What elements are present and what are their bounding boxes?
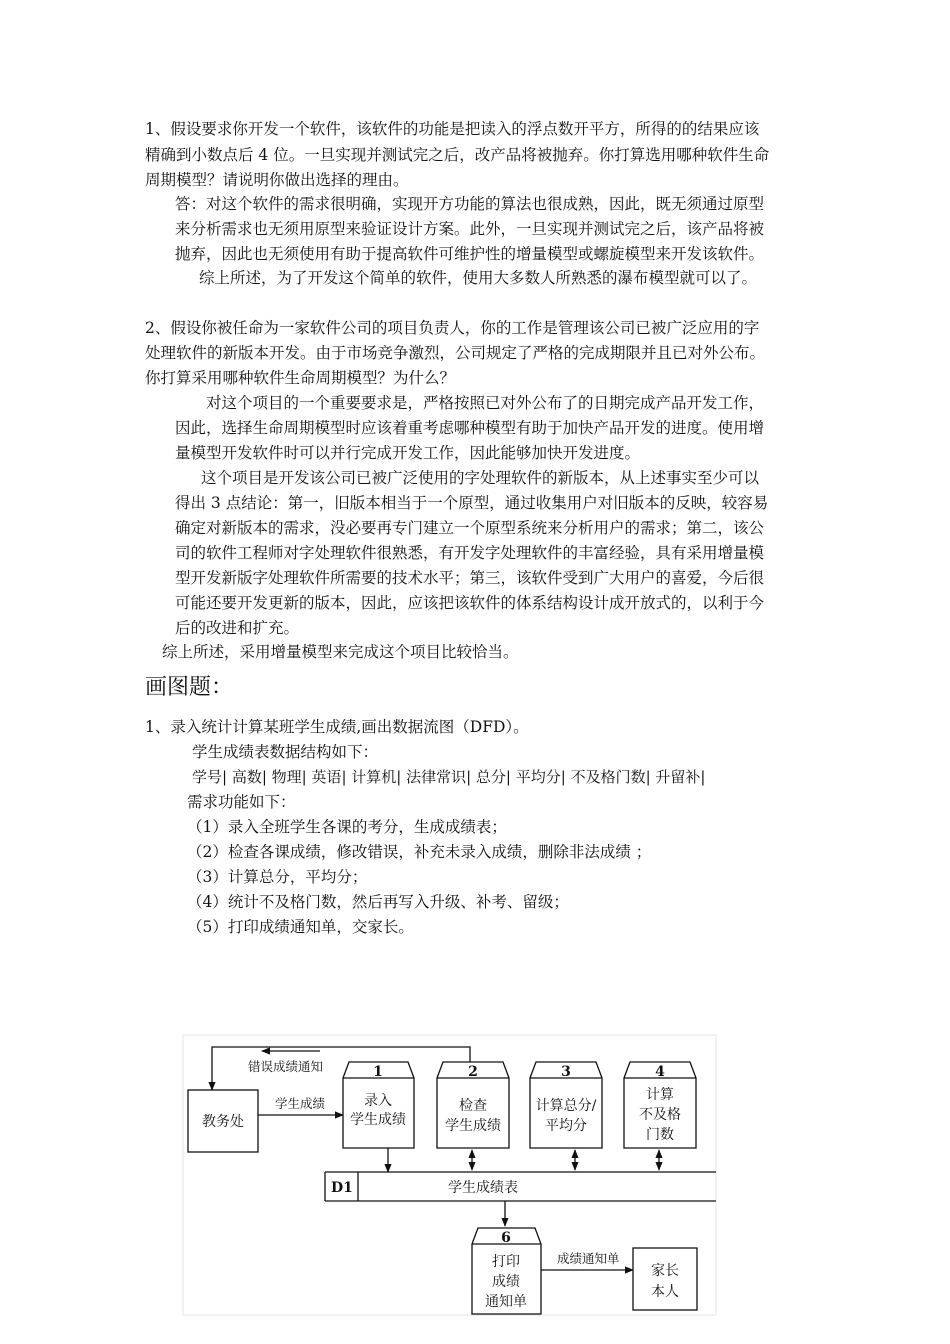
q2-answer-3: 量模型开发软件时可以并行完成开发工作，因此能够加快开发进度。	[175, 444, 641, 462]
draw1-req-1: （1）录入全班学生各课的考分，生成成绩表；	[187, 818, 507, 836]
q2-answer-2: 因此，选择生命周期模型时应该着重考虑哪种模型有助于加快产品开发的进度。使用增	[175, 419, 765, 437]
q2-line-3: 你打算采用哪种软件生命周期模型？为什么？	[145, 369, 456, 387]
draw1-req-3: （3）计算总分，平均分；	[187, 868, 368, 886]
q1-line-2: 精确到小数点后 4 位。一旦实现并测试完之后，改产品将被抛弃。你打算选用哪种软件生命	[145, 146, 770, 164]
entity-office-label: 教务处	[202, 1114, 244, 1130]
q1-answer-2: 来分析需求也无须用原型来验证设计方案。此外，一旦实现并测试完之后，该产品将被	[175, 220, 765, 238]
draw1-req-title: 需求功能如下：	[187, 793, 296, 811]
entity-parent	[633, 1248, 697, 1310]
q2-answer-11: 综上所述，采用增量模型来完成这个项目比较恰当。	[162, 643, 519, 661]
draw1-struct-title: 学生成绩表数据结构如下：	[192, 743, 379, 761]
draw1-req-4: （4）统计不及格门数，然后再写入升级、补考、留级；	[187, 893, 569, 911]
q2-answer-4: 这个项目是开发该公司已被广泛使用的字处理软件的新版本，从上述事实至少可以	[201, 469, 760, 487]
process-2-num: 2	[468, 1064, 478, 1080]
process-4-label-2: 不及格	[639, 1107, 681, 1123]
q2-answer-9: 可能还要开发更新的版本，因此，应该把该软件的体系结构设计成开放式的，以利于今	[175, 594, 765, 612]
process-3-label-1: 计算总分/	[535, 1098, 597, 1114]
q2-answer-6: 确定对新版本的需求，没必要再专门建立一个原型系统来分析用户的需求；第二，该公	[175, 519, 765, 537]
process-2	[437, 1062, 509, 1148]
process-3-label-2: 平均分	[545, 1118, 587, 1134]
q2-answer-7: 司的软件工程师对字处理软件很熟悉，有开发字处理软件的丰富经验，具有采用增量模	[175, 544, 765, 562]
q2-line-2: 处理软件的新版本开发。由于市场竞争激烈，公司规定了严格的完成期限并且已对外公布。	[145, 344, 766, 362]
process-4-label-3: 门数	[646, 1127, 674, 1143]
q1-answer-1: 答：对这个软件的需求很明确，实现开方功能的算法也很成熟，因此，既无须通过原型	[175, 195, 765, 213]
process-6-num: 6	[501, 1230, 511, 1246]
process-6-label-2: 成绩	[492, 1274, 520, 1290]
q1-answer-3: 抛弃，因此也无须使用有助于提高软件可维护性的增量模型或螺旋模型来开发该软件。	[175, 245, 765, 263]
section-title: 画图题：	[145, 675, 234, 700]
q2-answer-5: 得出 3 点结论：第一，旧版本相当于一个原型，通过收集用户对旧版本的反映，较容易	[175, 494, 769, 512]
process-6-label-1: 打印	[492, 1254, 520, 1270]
q2-answer-8: 型开发新版字处理软件所需要的技术水平；第三，该软件受到广大用户的喜爱，今后很	[175, 569, 765, 587]
draw1-struct-fields: 学号| 高数| 物理| 英语| 计算机| 法律常识| 总分| 平均分| 不及格门数| 升留补|	[192, 768, 706, 786]
entity-parent-label-1: 家长	[651, 1263, 679, 1279]
process-2-label-2: 学生成绩	[445, 1118, 501, 1134]
process-6	[472, 1228, 541, 1314]
q1-line-1: 1、假设要求你开发一个软件，该软件的功能是把读入的浮点数开平方，所得的的结果应该	[145, 120, 760, 138]
process-3	[530, 1062, 602, 1148]
process-4-label-1: 计算	[646, 1087, 674, 1103]
data-store-d1	[325, 1172, 716, 1201]
q2-line-1: 2、假设你被任命为一家软件公司的项目负责人，你的工作是管理该公司已被广泛应用的字	[145, 319, 760, 337]
process-2-label-1: 检查	[459, 1098, 487, 1114]
entity-parent-label-2: 本人	[651, 1284, 679, 1300]
process-1-label-1: 录入	[364, 1093, 392, 1109]
process-4-num: 4	[655, 1064, 665, 1080]
store-id: D1	[331, 1180, 353, 1196]
q1-line-3: 周期模型？请说明你做出选择的理由。	[145, 171, 409, 189]
q1-answer-4: 综上所述，为了开发这个简单的软件，使用大多数人所熟悉的瀑布模型就可以了。	[199, 269, 758, 287]
flow-notice-label: 成绩通知单	[557, 1251, 620, 1266]
draw1-title: 1、录入统计计算某班学生成绩,画出数据流图（DFD）。	[145, 718, 529, 736]
process-1-label-2: 学生成绩	[350, 1112, 406, 1128]
store-flows	[388, 1148, 659, 1226]
flow-scores-label: 学生成绩	[275, 1096, 326, 1111]
store-name: 学生成绩表	[448, 1180, 518, 1196]
draw1-req-2: （2）检查各课成绩，修改错误，补充未录入成绩，删除非法成绩 ；	[187, 843, 652, 861]
draw1-req-5: （5）打印成绩通知单，交家长。	[187, 918, 414, 936]
flow-error-label: 错误成绩通知	[248, 1059, 324, 1074]
process-4	[624, 1062, 696, 1148]
process-3-num: 3	[561, 1064, 571, 1080]
process-1	[343, 1062, 414, 1148]
q2-answer-1: 对这个项目的一个重要要求是，严格按照已对外公布了的日期完成产品开发工作，	[206, 394, 765, 412]
q2-answer-10: 后的改进和扩充。	[175, 619, 300, 637]
process-1-num: 1	[373, 1064, 383, 1080]
process-6-label-3: 通知单	[485, 1294, 527, 1310]
